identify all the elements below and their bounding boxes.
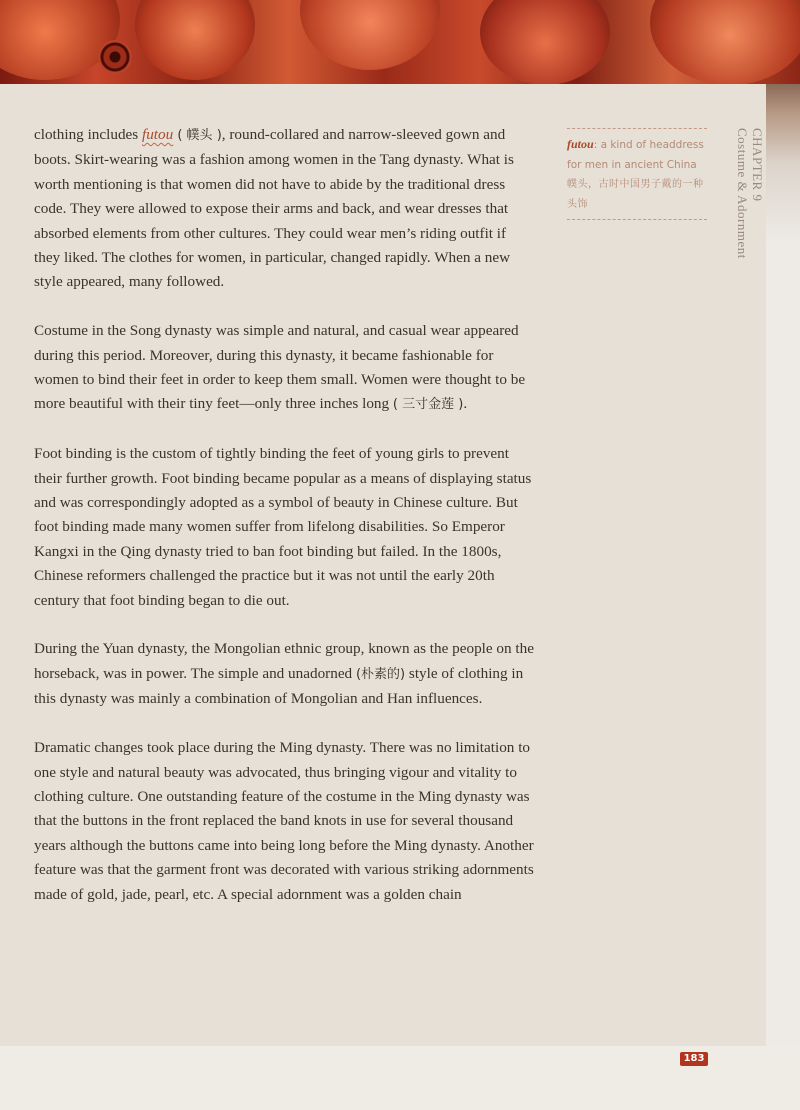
glossary-sidenote — [567, 128, 707, 220]
paragraph-text: . — [463, 395, 468, 413]
lantern-flower-ornament — [98, 40, 132, 74]
glossary-term-futou[interactable]: futou — [141, 126, 174, 143]
paragraph-foot-binding: Foot binding is the custom of tightly binding the feet of young girls to prevent their further growth. Foot binding became popular as a means of displaying status and was correspondingly adopted as a symbol of beauty in Chinese culture. But foot binding made many women suffer from lifelong disabilities. So Emperor Kangxi in the Qing dynasty tried to ban foot binding but failed. In the 1800s, Chinese reformers challenged the practice but it was not until the early 20th century that foot binding began to die out. — [34, 445, 532, 609]
chinese-gloss: (朴素的) — [355, 666, 406, 682]
sidenote-chinese: 幞头，古时中国男子戴的一种头饰 — [567, 179, 704, 210]
chapter-number: CHAPTER 9 — [750, 128, 765, 202]
paragraph-text: Costume in the Song dynasty was simple and natural, and casual wear appeared during this period. Moreover, during this dynasty, it became fashionable for women to bind their feet in order to keep them small. Women were thought to be more beautiful with their tiny feet—only three inches long — [34, 322, 526, 413]
chapter-label — [725, 128, 765, 259]
page-edge-strip — [766, 84, 800, 1046]
paragraph-ming-dynasty: Dramatic changes took place during the Ming dynasty. There was no limitation to one style and natural beauty was advocated, thus bringing vigour and vitality to clothing culture. One outstanding feature of the costume in the Ming dynasty was that the buttons in the front replaced the band knots in use for several thousand years although the buttons came into being long before the Ming dynasty. Another feature was that the garment front was decorated with various striking adornments made of gold, jade, pearl, etc. A special adornment was a golden chain — [34, 739, 534, 903]
paragraph-yuan-dynasty — [34, 637, 534, 711]
header-lantern-photo — [0, 0, 800, 84]
chapter-title: Costume & Adornment — [735, 128, 750, 259]
paragraph-text: During the Yuan dynasty, the Mongolian ethnic group, known as the people on the horseback, was in power. The simple and unadorned — [34, 640, 534, 682]
red-lantern-image — [650, 0, 800, 84]
red-lantern-image — [300, 0, 440, 70]
paragraph-tang-clothing — [34, 123, 534, 295]
sidenote-term: futou — [567, 137, 594, 151]
red-lantern-image — [135, 0, 255, 80]
chinese-gloss: ( 幞头 ) — [173, 128, 222, 143]
red-lantern-image — [480, 0, 610, 84]
paragraph-song-dynasty — [34, 319, 534, 418]
chinese-gloss: ( 三寸金莲 ) — [392, 397, 464, 413]
paragraph-text: style of clothing in this dynasty was mainly a combination of Mongolian and Han influences. — [34, 664, 524, 708]
page-number-badge: 183 — [680, 1052, 708, 1066]
sidenote-definition: : a kind of headdress for men in ancient China — [567, 139, 704, 171]
paragraph-text: , round-collared and narrow-sleeved gown and boots. Skirt-wearing was a fashion among women in the Tang dynasty. What is worth mentioning is that women did not have to abide by the traditional dress code. They were allowed to expose their arms and back, and wear dresses that absorbed elements from other cultures. They could wear men’s riding outfit if they liked. The clothes for women, in particular, changed rapidly. When a new style appeared, many followed. — [34, 126, 514, 291]
paragraph-text: clothing includes — [34, 126, 142, 143]
main-body-text — [34, 123, 534, 931]
